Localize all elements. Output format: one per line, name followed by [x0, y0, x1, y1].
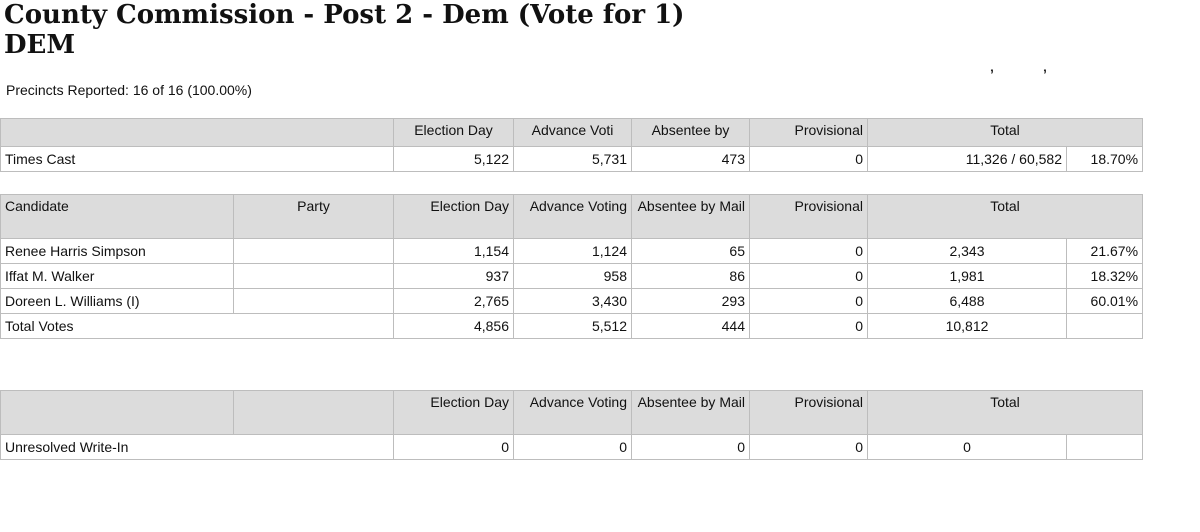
header-blank: [234, 391, 394, 435]
cell-absentee: 65: [632, 239, 750, 264]
table-row: [1, 264, 1143, 289]
header-provisional: Provisional: [750, 391, 868, 435]
cell-percent: 18.32%: [1067, 264, 1143, 289]
row-label: Times Cast: [1, 147, 394, 172]
party-title: DEM: [4, 30, 76, 60]
cell-election-day: 2,765: [394, 289, 514, 314]
candidate-party: [234, 289, 394, 314]
candidates-header: [1, 195, 1143, 239]
cell-advance: 1,124: [514, 239, 632, 264]
table-row: [1, 147, 1143, 172]
cell-total: 6,488: [868, 289, 1067, 314]
cell-percent: [1067, 314, 1143, 339]
table-row: [1, 289, 1143, 314]
cell-election-day: 5,122: [394, 147, 514, 172]
cell-absentee: 86: [632, 264, 750, 289]
header-blank: [1, 391, 234, 435]
cell-provisional: 0: [750, 239, 868, 264]
row-label: Total Votes: [1, 314, 394, 339]
header-provisional: Provisional: [750, 195, 868, 239]
cell-total: 1,981: [868, 264, 1067, 289]
cell-percent: 60.01%: [1067, 289, 1143, 314]
candidate-name: Renee Harris Simpson: [1, 239, 234, 264]
cell-provisional: 0: [750, 289, 868, 314]
cell-election-day: 4,856: [394, 314, 514, 339]
cell-percent: 21.67%: [1067, 239, 1143, 264]
candidate-name: Doreen L. Williams (I): [1, 289, 234, 314]
header-party: Party: [234, 195, 394, 239]
cell-provisional: 0: [750, 314, 868, 339]
cell-advance: 0: [514, 435, 632, 460]
total-votes-row: [1, 314, 1143, 339]
header-candidate: Candidate: [1, 195, 234, 239]
writein-header: [1, 391, 1143, 435]
cell-provisional: 0: [750, 435, 868, 460]
row-label: Unresolved Write-In: [1, 435, 394, 460]
times-cast-header: [1, 119, 1143, 147]
precincts-reported: Precincts Reported: 16 of 16 (100.00%): [6, 82, 252, 98]
candidate-party: [234, 239, 394, 264]
times-cast-table: [0, 118, 1143, 172]
scan-mark: ’: [990, 66, 994, 82]
candidate-party: [234, 264, 394, 289]
scan-mark: ’: [1043, 66, 1047, 82]
cell-total: 11,326 / 60,582: [868, 147, 1067, 172]
header-absentee: Absentee by Mail: [632, 391, 750, 435]
header-advance: Advance Voti: [514, 119, 632, 147]
cell-total: 10,812: [868, 314, 1067, 339]
candidates-table: [0, 194, 1143, 339]
race-title: County Commission - Post 2 - Dem (Vote for 1): [4, 0, 685, 30]
cell-advance: 3,430: [514, 289, 632, 314]
cell-advance: 5,731: [514, 147, 632, 172]
header-total: Total: [868, 119, 1143, 147]
cell-absentee: 293: [632, 289, 750, 314]
cell-percent: 18.70%: [1067, 147, 1143, 172]
table-row: [1, 239, 1143, 264]
cell-election-day: 0: [394, 435, 514, 460]
page-title: [4, 0, 684, 60]
table-row: [1, 435, 1143, 460]
header-advance: Advance Voting: [514, 195, 632, 239]
header-total: Total: [868, 391, 1143, 435]
cell-election-day: 1,154: [394, 239, 514, 264]
header-election-day: Election Day: [394, 195, 514, 239]
header-blank: [1, 119, 394, 147]
header-provisional: Provisional: [750, 119, 868, 147]
header-absentee: Absentee by Mail: [632, 195, 750, 239]
header-absentee: Absentee by: [632, 119, 750, 147]
cell-advance: 958: [514, 264, 632, 289]
cell-provisional: 0: [750, 147, 868, 172]
cell-absentee: 444: [632, 314, 750, 339]
cell-absentee: 0: [632, 435, 750, 460]
header-total: Total: [868, 195, 1143, 239]
writein-table: [0, 390, 1143, 460]
cell-advance: 5,512: [514, 314, 632, 339]
cell-absentee: 473: [632, 147, 750, 172]
candidate-name: Iffat M. Walker: [1, 264, 234, 289]
cell-total: 0: [868, 435, 1067, 460]
header-election-day: Election Day: [394, 119, 514, 147]
cell-percent: [1067, 435, 1143, 460]
header-advance: Advance Voting: [514, 391, 632, 435]
cell-total: 2,343: [868, 239, 1067, 264]
cell-election-day: 937: [394, 264, 514, 289]
cell-provisional: 0: [750, 264, 868, 289]
header-election-day: Election Day: [394, 391, 514, 435]
